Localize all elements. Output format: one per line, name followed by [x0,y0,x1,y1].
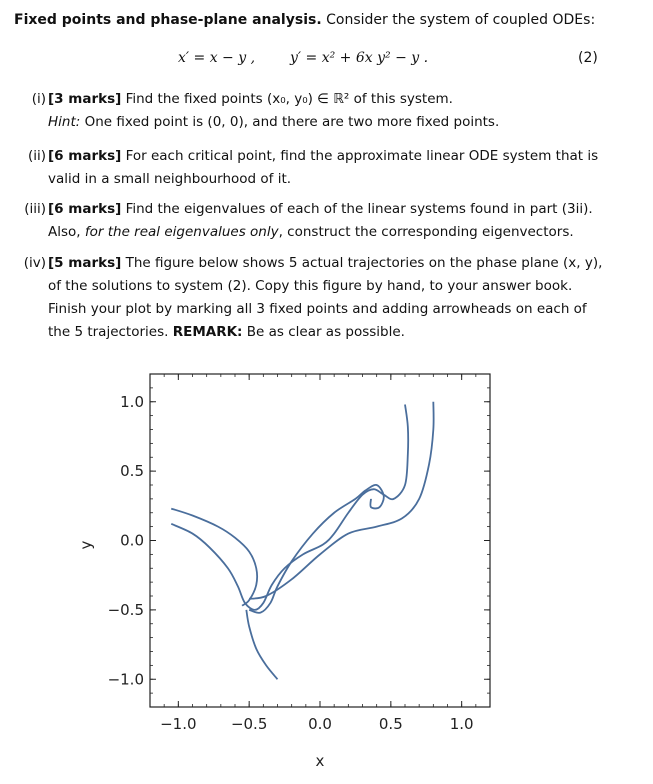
part-ii [12,145,612,191]
part-text: Find the fixed points (x₀, y₀) ∈ ℝ² of this system. [121,91,453,107]
part-number: (iv) [23,255,46,271]
y-tick-label: 0.0 [120,531,144,550]
equation-xprime: x′ = x − y , [178,50,256,66]
part-text-2: , construct the corresponding eigenvectors. [278,224,574,240]
part-text: Find the eigenvalues of each of the linear systems found in part (3ii). Also, [48,201,593,240]
x-tick-label: −1.0 [160,715,197,733]
y-axis-label: y [77,540,95,550]
trajectory-5 [249,402,433,599]
part-marks: [5 marks] [48,255,122,271]
part-i [12,88,612,134]
part-iv [12,252,612,344]
part-marks: [6 marks] [48,201,122,217]
equation-yprime: y′ = x² + 6x y² − y . [290,50,429,66]
part-number: (iii) [24,201,46,217]
trajectory-3 [171,405,408,610]
y-tick-label: −0.5 [107,600,144,619]
part-number: (i) [31,91,46,107]
plot-frame [150,374,490,707]
x-tick-label: 1.0 [449,715,474,733]
heading-bold: Fixed points and phase-plane analysis. [14,12,322,28]
part-marks: [3 marks] [48,91,122,107]
y-tick-label: 1.0 [120,392,144,411]
trajectory-1 [171,509,257,606]
trajectory-2 [249,485,384,613]
equation-number: (2) [578,50,598,66]
x-axis-label: x [315,752,325,770]
x-tick-label: 0.0 [308,715,332,733]
part-italic: for the real eigenvalues only [84,224,279,240]
part-marks: [6 marks] [48,148,122,164]
y-tick-label: 0.5 [120,462,144,481]
part-text: For each critical point, find the approximate linear ODE system that is valid in a small neighbourhood of it. [48,148,599,187]
remark-label: REMARK: [172,324,243,340]
hint-text: One fixed point is (0, 0), and there are two more fixed points. [80,114,500,130]
part-text: The figure below shows 5 actual trajectories on the phase plane (x, y), of the solutions to system (2). Copy this figure by hand, to your answer book. Finish your plot by marking all 3 fixed points and adding arrowheads on each of the 5 trajectories. [48,255,603,340]
part-number: (ii) [27,148,46,164]
heading-rest: Consider the system of coupled ODEs: [321,12,596,28]
y-tick-label: −1.0 [107,670,144,689]
hint-label: Hint: [48,114,81,130]
trajectory-4 [246,610,277,679]
x-tick-label: −0.5 [230,715,268,733]
problem-heading [14,12,595,28]
part-iii [12,198,612,244]
x-tick-label: 0.5 [378,715,403,733]
remark-text: Be as clear as possible. [242,324,405,340]
